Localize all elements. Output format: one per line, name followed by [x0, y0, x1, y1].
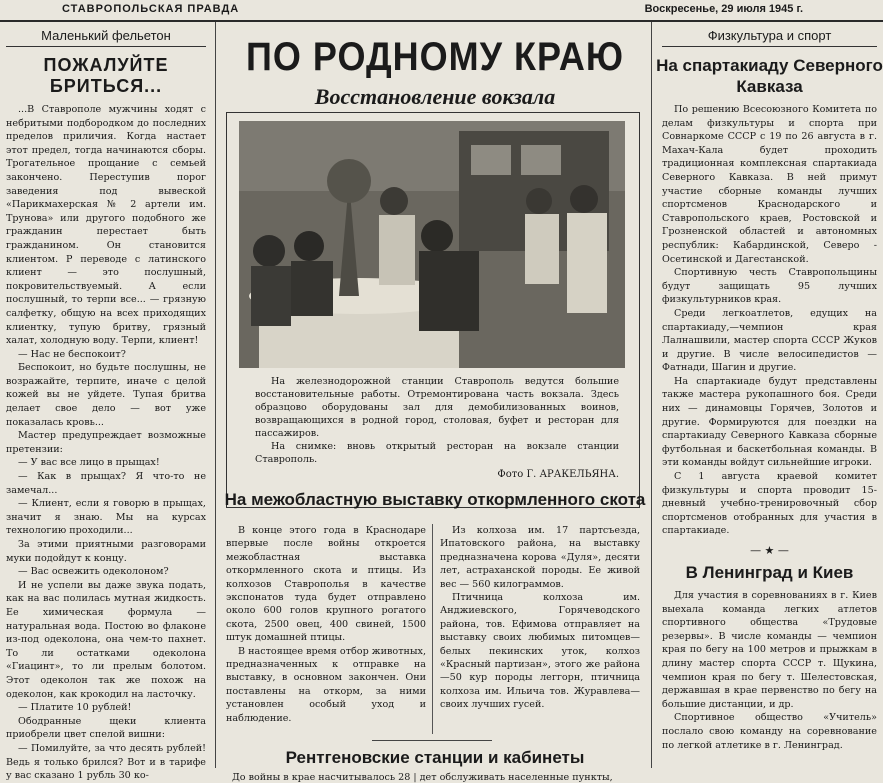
- xray-article-title: Рентгеновские станции и кабинеты: [285, 748, 585, 767]
- paragraph: В конце этого года в Краснодаре впервые после войны откроется межобластная выставка откормленного скота и птицы. Из колхозов Ставрополья в качестве экспонатов туда будет отправлено около 600 голов крупного рогатого скота, 2500 овец, 400 свиней, 1500 штук домашней птицы.: [226, 525, 426, 644]
- regional-section: [222, 24, 648, 783]
- article-separator: [372, 740, 492, 741]
- leningrad-kiev-text: [662, 589, 877, 752]
- paragraph: — Клиент, если я говорю в прыщах, значит я знаю. Мы на курсах технологию проходили...: [6, 498, 206, 537]
- paragraph: Мастер предупреждает возможные претензии:: [6, 430, 206, 455]
- paragraph: ...В Ставрополе мужчины ходят с небритыми подбородком до последних пределов приличия. Когда настает этот предел, тогда начинаются сборы. Трогательное прощание с семьей закончено. Переступив порог заведения под вывеской «Парикмахерская № 2 артели им. Трунова» или другого подобного же гражданин перестает быть гражданином. Он становится клиентом. Р переводе с латинского клиент — это послушный, покровительствуемый. А если послушный, то терпи все... — грязную салфетку, общую на всех приходящих клиентку, тупую бритву, грязный халат, холодную воду. Терпи, клиент!: [6, 104, 206, 347]
- paragraph: — У вас все лицо в прыщах!: [18, 457, 160, 469]
- newspaper-name: СТАВРОПОЛЬСКАЯ ПРАВДА: [62, 3, 240, 15]
- photo-credit: Фото Г. АРАКЕЛЬЯНА.: [497, 469, 619, 480]
- caption-text: На железнодорожной станции Ставрополь ведутся большие восстановительные работы. Отремонтирована часть вокзала. Здесь образцово оборудованы зал для демобилизованных воинов, возвращающихся в родной город, столовая, буфет и ресторан для пассажиров.: [255, 376, 619, 439]
- paragraph: За этими приятными разговорами муки подойдут к концу.: [6, 539, 206, 564]
- column-divider: [215, 22, 216, 768]
- paragraph: Ободранные щеки клиента приобрели цвет спелой вишни:: [6, 715, 206, 741]
- leningrad-kiev-title: В Ленинград и Киев: [685, 563, 854, 582]
- rubric: Физкультура и спорт: [662, 28, 877, 47]
- paragraph: В настоящее время отбор животных, предназначенных к отправке на выставку, в основном закончен. Они поставлены на откорм, за ними установлен особый уход и наблюдение.: [226, 645, 426, 724]
- masthead: [0, 0, 883, 22]
- column-divider: [432, 524, 433, 734]
- article-column: [226, 524, 426, 725]
- photo-headline: Восстановление вокзала: [314, 84, 556, 109]
- livestock-article-title: На межобластную выставку откормленного скота: [224, 490, 646, 509]
- feuilleton-title: ПОЖАЛУЙТЕ БРИТЬСЯ...: [43, 55, 169, 96]
- feuilleton-text: [6, 103, 206, 783]
- section-banner: ПО РОДНОМУ КРАЮ: [246, 33, 624, 79]
- xray-article-start: До войны в крае насчитывалось 28 | дет обслуживать населенные пункты,: [232, 772, 613, 783]
- paragraph: Среди легкоатлетов, едущих на спартакиаду,—чемпион края Лалнашвили, мастер спорта СССР Жуков и другие. В числе велосипедистов — Фатнади, Шагин и другие.: [662, 307, 877, 374]
- paragraph: Птичница колхоза им. Анджиевского, Горячеводского района, тов. Ефимова отправляет на выставку своих любимых питомцев—белых пекинских уток, колхоз «Красный партизан», этого же района —50 кур породы леггорн, птичница колхоза им. Ильича тов. Журавлева—своих лучших гусей.: [440, 592, 640, 711]
- spartakiad-text: [662, 103, 877, 538]
- paragraph: — Платите 10 рублей!: [18, 702, 132, 714]
- paragraph: — Нас не беспокоит?: [18, 348, 126, 360]
- caption-note: На снимке: вновь открытый ресторан на вокзале станции Ставрополь.: [255, 441, 619, 465]
- sports-column: [656, 24, 883, 768]
- article-column: [440, 524, 640, 712]
- station-restaurant-photo: [239, 121, 625, 368]
- column-divider: [651, 22, 652, 768]
- paragraph: — Как в прыщах? Я что-то не замечал...: [6, 471, 206, 496]
- paragraph: По решению Всесоюзного Комитета по делам физкультуры и спорта при Совнаркоме СССР с 19 по 26 августа в г. Махач-Кала будет проходить традиционная комплексная спартакиада Северного Кавказа. В ней примут участие сборные команды лучших спортсменов Краснодарского и Ставропольского краев, Ростовской и Грозненской областей и автономных республик: Кабардинской, Северо - Осетинской и Дагестанской.: [662, 104, 877, 265]
- section-separator: — ★ —: [750, 544, 789, 557]
- paragraph: Спортивное общество «Учитель» послало свою команду на соревнование по легкой атлетике в г. Ленинград.: [662, 712, 877, 751]
- photo-frame: [226, 112, 640, 508]
- paragraph: Спортивную честь Ставропольщины будут защищать 95 лучших физкультурников края.: [662, 267, 877, 306]
- paragraph: Из колхоза им. 17 партсъезда, Ипатовского района, на выставку предназначена корова «Дуля», десяти лет, астраханской породы. Ее живой вес — 560 килограммов.: [440, 525, 640, 590]
- rubric: Маленький фельетон: [6, 28, 206, 47]
- feuilleton-column: [0, 24, 212, 782]
- paragraph: На спартакиаде будут представлены также мастера рукопашного боя. Среди них — динамовцы Горячев, Золотов и другие. Формируются для поездки на спартакиаду Северного Кавказа сборные футбольная и баскетбольная команды. В эти команды войдут сильнейшие игроки.: [662, 375, 877, 469]
- paragraph: — Вас освежить одеколоном?: [18, 566, 169, 578]
- paragraph: Для участия в соревнованиях в г. Киев выехала команда легких атлетов спортивного общества «Трудовые резервы». В числе команды — чемпион края по бегу на 100 метров и прыжкам в длину мастер спорта СССР т. Щукина, чемпион края по бегу т. Шелестовская, державшая в крае первенство по бегу на большие дистанции, и др.: [662, 590, 877, 710]
- spartakiad-title: На спартакиаду Северного Кавказа: [656, 56, 883, 96]
- issue-date: Воскресенье, 29 июля 1945 г.: [644, 3, 803, 15]
- paragraph: И не успели вы даже звука подать, как на вас полилась мутная жидкость. Ее химическая формула — натуральная вода. Постою во флаконе из-под одеколона, она чем-то пахнет. То ли остатками одеколона «Гиацинт», то ли прелым болотом. Этот одеколон так же похож на одеколон, как крокодил на ласточку.: [6, 579, 206, 700]
- photo-caption: [255, 375, 619, 481]
- paragraph: — Помилуйте, за что десять рублей! Ведь я только брился? Вот и в тарифе у вас сказано 1 рубль 30 ко-: [6, 742, 206, 782]
- paragraph: Беспокоит, но будьте послушны, не возражайте, терпите, иначе с целой кожей вы не уйдете. Тупая бритва делает свое дело — вот уже показалась кровь...: [6, 362, 206, 428]
- paragraph: С 1 августа краевой комитет физкультуры и спорта проводит 15-дневный учебно-тренировочный сбор спортсменов отобранных для участия в спартакиаде.: [662, 471, 877, 537]
